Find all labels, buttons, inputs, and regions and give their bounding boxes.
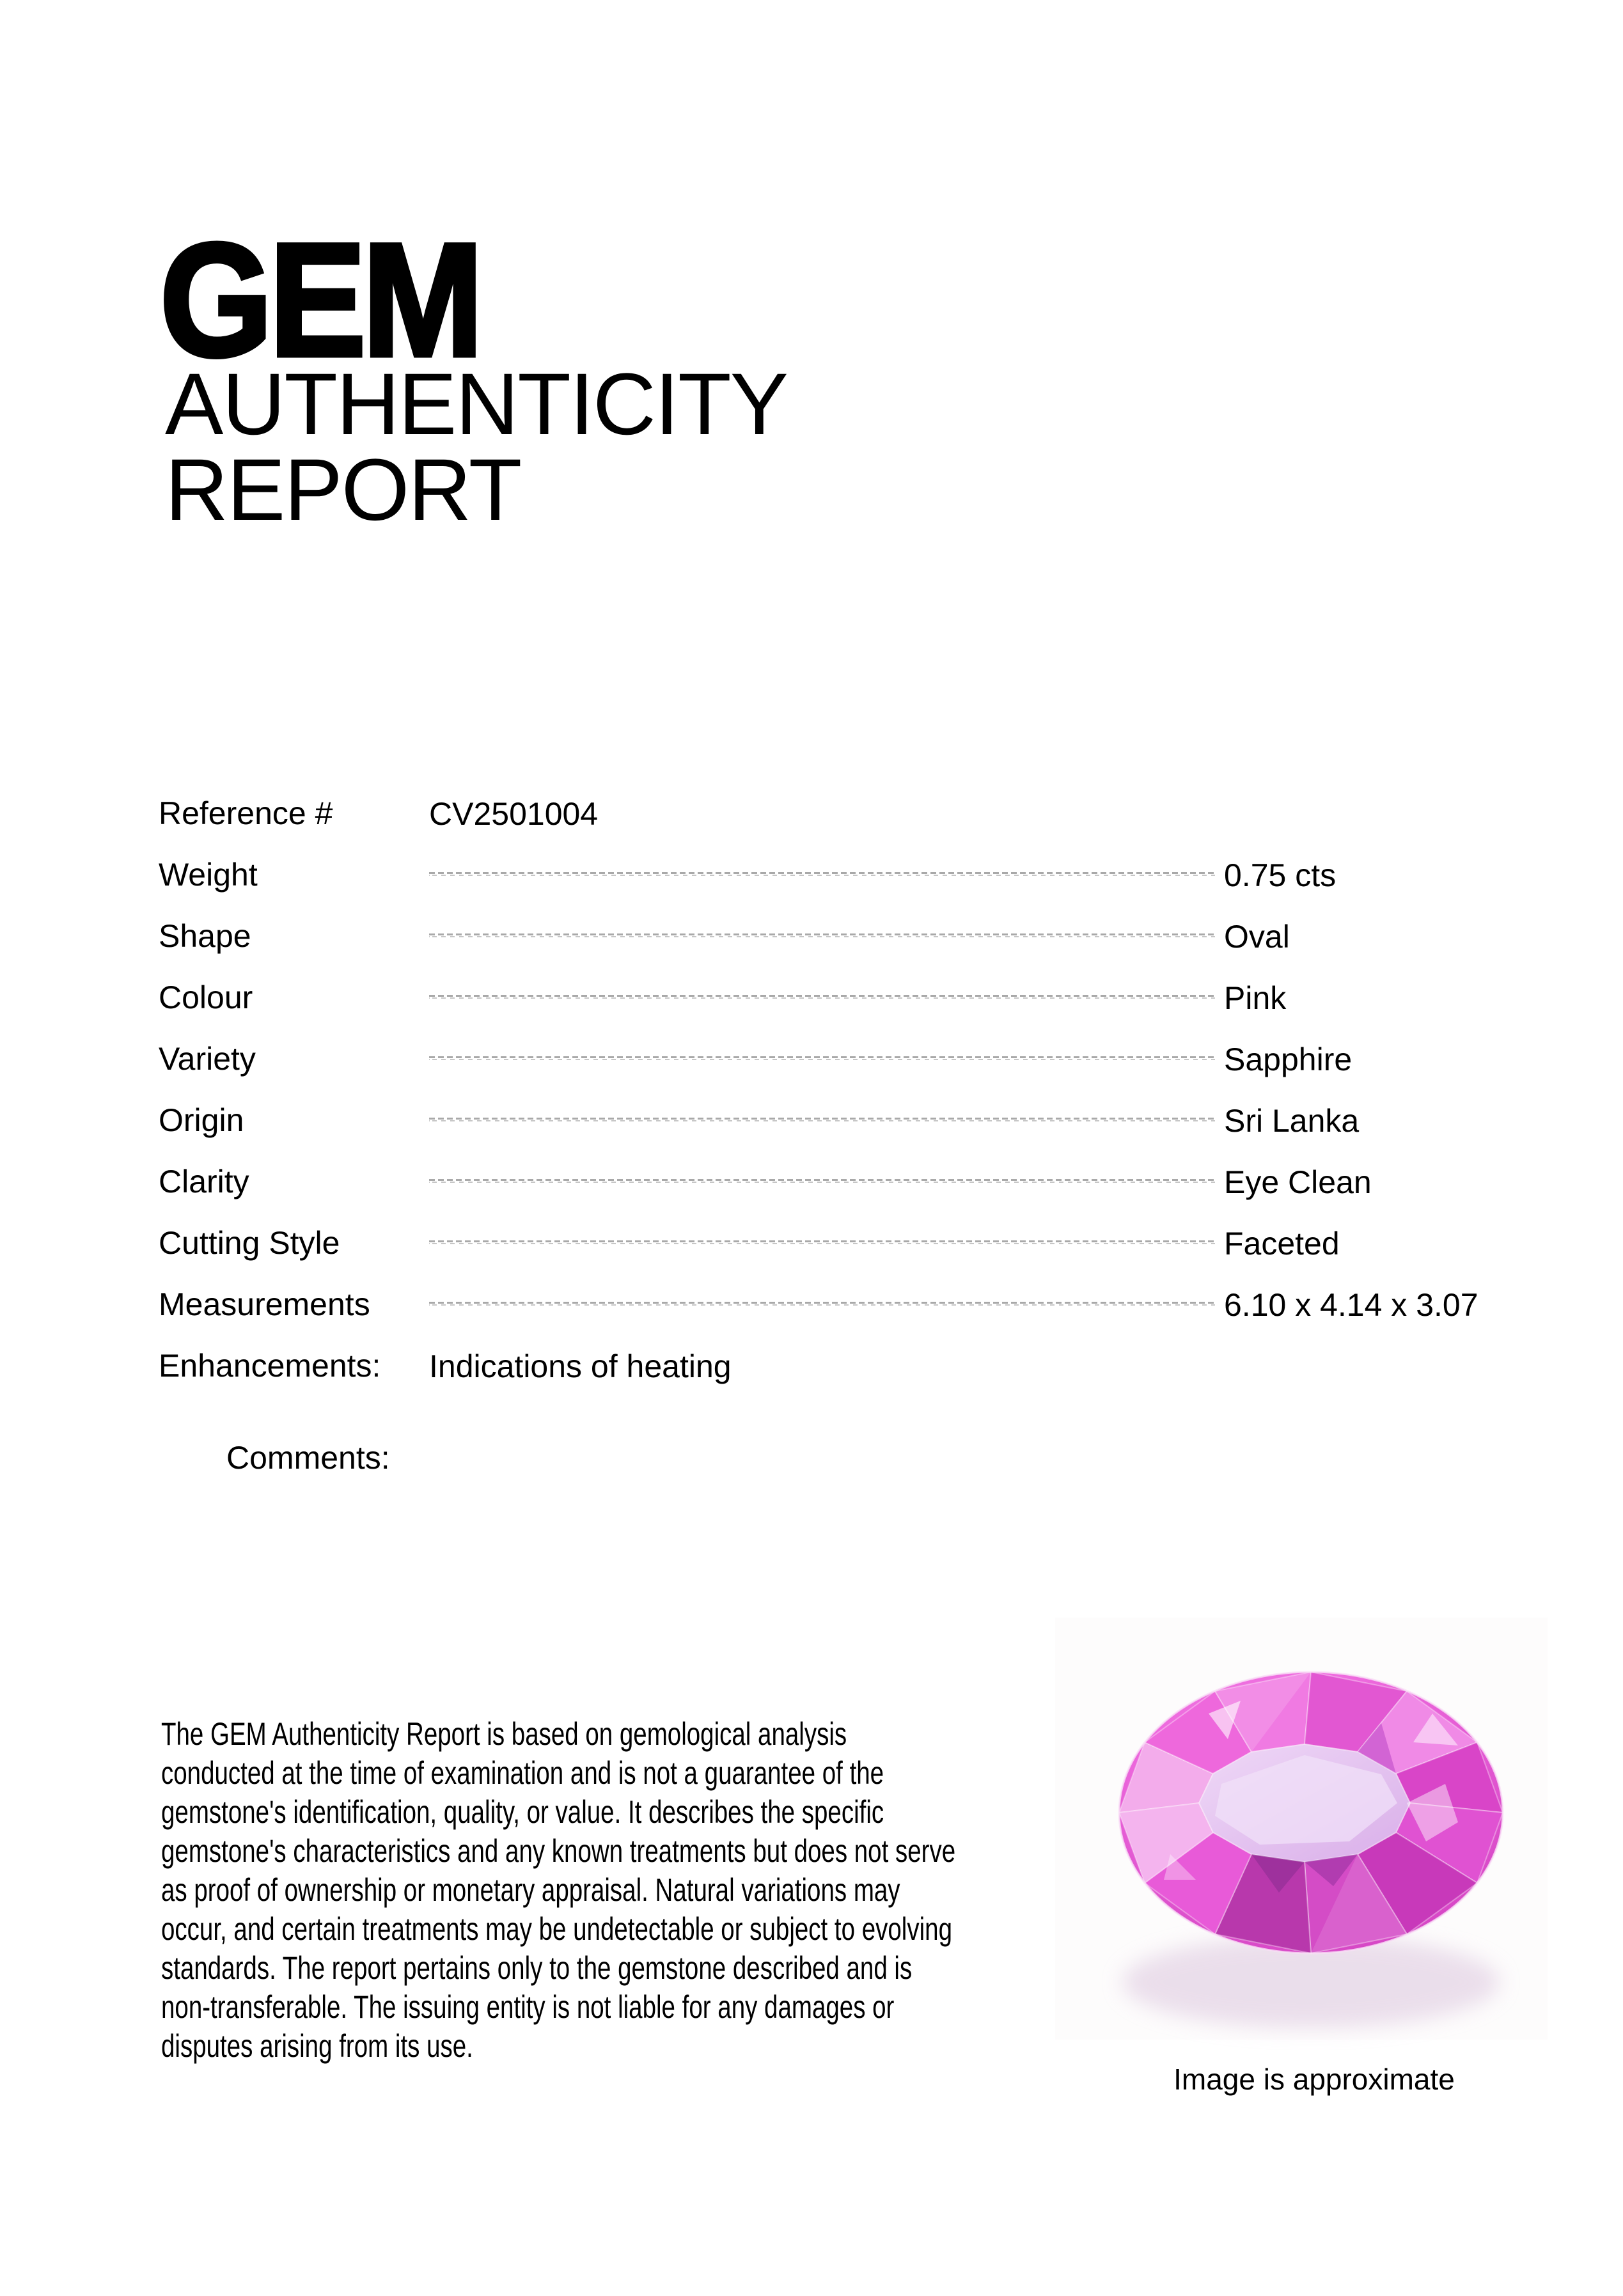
dotted-leader: [429, 1302, 1215, 1306]
field-label: Weight: [159, 857, 258, 893]
field-label: Shape: [159, 918, 251, 954]
fields-table: [159, 795, 1478, 1531]
field-value: Oval: [1224, 919, 1290, 955]
gem-stone: [1119, 1672, 1503, 1953]
disclaimer-text: The GEM Authenticity Report is based on gemological analysis conducted at the time of examination and is not a guarantee of the gemstone's identification, quality, or value. It describes the specific gemstone's characteristics and any known treatments but does not serve as proof of ownership or monetary appraisal. Natural variations may occur, and certain treatments may be undetectable or subject to evolving standards. The report pertains only to the gemstone described and is non-transferable. The issuing entity is not liable for any damages or disputes arising from its use.: [161, 1716, 956, 2064]
field-label: Comments:: [226, 1440, 390, 1476]
field-label: Measurements: [159, 1286, 370, 1322]
report-title: AUTHENTICITY REPORT: [165, 355, 786, 539]
field-value: Indications of heating: [429, 1348, 732, 1384]
dotted-leader: [429, 1056, 1215, 1060]
gem-photo: [1049, 1611, 1554, 2161]
field-row-weight: [159, 857, 1464, 918]
field-row-reference: [159, 795, 1464, 857]
field-label: Colour: [159, 980, 253, 1015]
field-label: Reference #: [159, 795, 333, 831]
field-value: CV2501004: [429, 796, 599, 832]
field-row-shape: [159, 918, 1464, 980]
field-value: Faceted: [1224, 1226, 1340, 1261]
field-value: 0.75 cts: [1224, 857, 1337, 893]
field-row-enhancements: [159, 1348, 1464, 1409]
field-row-colour: [159, 980, 1464, 1041]
field-value: Pink: [1224, 980, 1287, 1016]
field-value: 6.10 x 4.14 x 3.07: [1224, 1287, 1478, 1323]
field-row-origin: [159, 1102, 1464, 1164]
dotted-leader: [429, 872, 1215, 876]
gem-illustration: [1049, 1611, 1554, 2116]
dotted-leader: [429, 995, 1215, 999]
field-label: Clarity: [159, 1164, 249, 1199]
field-value: Sapphire: [1224, 1042, 1352, 1077]
field-row-variety: [159, 1041, 1464, 1102]
field-row-measurements: [159, 1286, 1478, 1348]
field-value: Sri Lanka: [1224, 1103, 1360, 1139]
dotted-leader: [429, 1240, 1215, 1244]
dotted-leader: [429, 1179, 1215, 1183]
field-value: Eye Clean: [1224, 1164, 1372, 1200]
field-label: Variety: [159, 1041, 256, 1077]
field-label: Origin: [159, 1102, 244, 1138]
field-row-comments: [159, 1440, 1464, 1501]
dotted-leader: [429, 933, 1215, 937]
field-row-clarity: [159, 1164, 1464, 1225]
photo-caption: Image is approximate: [1173, 2063, 1455, 2096]
brand-title: GEM: [160, 210, 480, 390]
field-label: Cutting Style: [159, 1225, 340, 1261]
field-row-cutting-style: [159, 1225, 1464, 1286]
field-label: Enhancements:: [159, 1348, 381, 1384]
dotted-leader: [429, 1118, 1215, 1121]
